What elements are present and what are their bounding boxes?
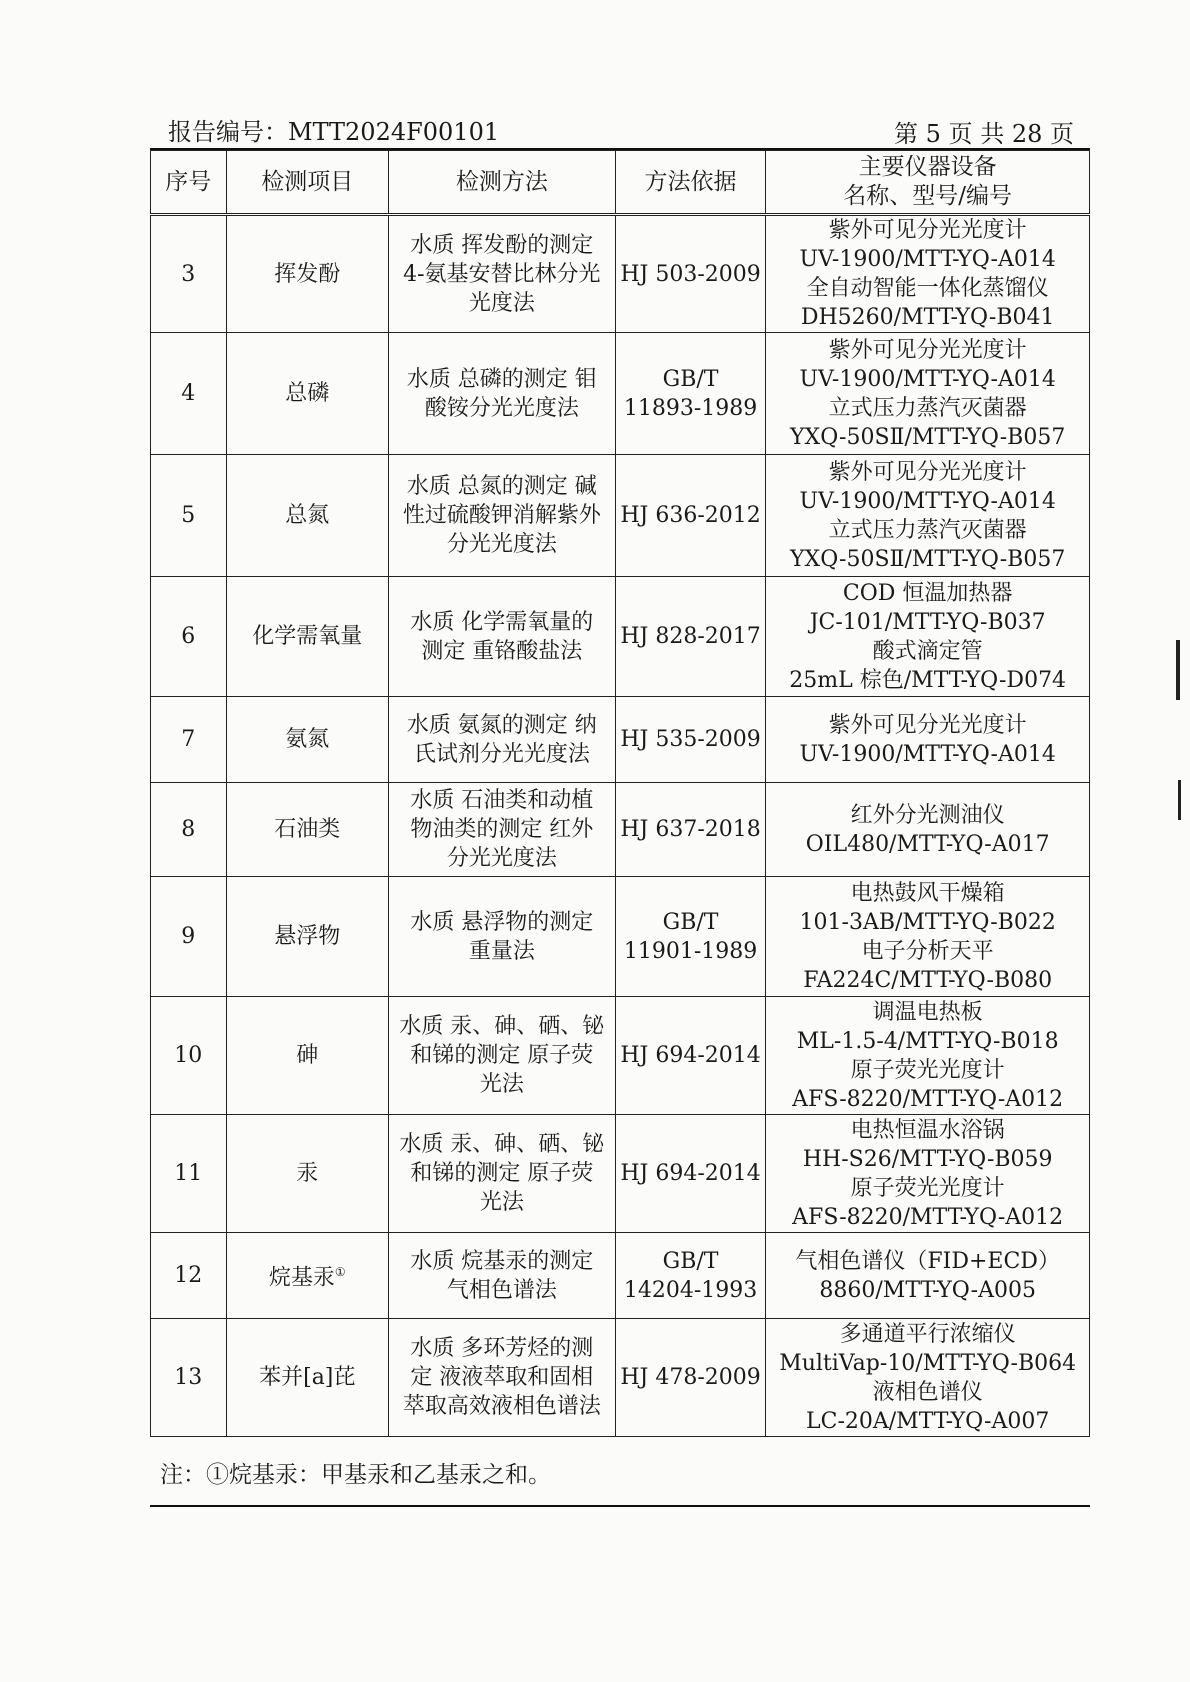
basis-line: GB/T xyxy=(662,909,719,935)
cell-basis xyxy=(615,997,766,1115)
basis-line: HJ 478-2009 xyxy=(620,1365,761,1390)
method-line: 水质 总氮的测定 碱 xyxy=(406,474,597,499)
item-footnote-mark: ① xyxy=(334,1265,346,1280)
cell-method xyxy=(388,215,615,333)
method-line: 性过硫酸钾消解紫外 xyxy=(402,503,601,528)
method-line: 物油类的测定 红外 xyxy=(410,817,594,842)
method-line: 水质 总磷的测定 钼 xyxy=(406,366,597,392)
equipment-line: 红外分光测油仪 xyxy=(850,802,1005,828)
cell-equipment xyxy=(766,215,1090,333)
basis-line: HJ 694-2014 xyxy=(620,1043,761,1068)
method-line: 定 液液萃取和固相 xyxy=(410,1365,594,1390)
method-line: 萃取高效液相色谱法 xyxy=(402,1394,601,1419)
table-row xyxy=(151,455,1090,577)
table-row xyxy=(151,783,1090,877)
basis-line: HJ 637-2018 xyxy=(620,817,761,842)
cell-item xyxy=(226,1115,388,1233)
equipment-line: 25mL 棕色/MTT-YQ-D074 xyxy=(789,667,1067,693)
table-body xyxy=(151,215,1090,1437)
equipment-line: AFS-8220/MTT-YQ-A012 xyxy=(792,1204,1064,1230)
item-label: 氨氮 xyxy=(285,727,330,752)
equipment-line: 气相色谱仪（FID+ECD） xyxy=(795,1248,1060,1274)
cell-method xyxy=(388,1233,615,1319)
bottom-rule xyxy=(150,1505,1090,1507)
method-line: 氏试剂分光光度法 xyxy=(413,741,590,767)
equipment-line: 原子荧光光度计 xyxy=(850,1175,1005,1201)
equipment-line: AFS-8220/MTT-YQ-A012 xyxy=(792,1086,1064,1112)
scan-mark xyxy=(1176,640,1180,700)
method-line: 和锑的测定 原子荧 xyxy=(410,1161,594,1186)
method-line: 气相色谱法 xyxy=(446,1277,557,1303)
item-label: 悬浮物 xyxy=(274,924,341,949)
equipment-line: UV-1900/MTT-YQ-A014 xyxy=(799,741,1056,767)
method-line: 水质 石油类和动植 xyxy=(410,788,594,813)
cell-no: 3 xyxy=(151,215,227,333)
item-label: 苯并[a]芘 xyxy=(259,1365,356,1390)
cell-method xyxy=(388,1115,615,1233)
col-header-no: 序号 xyxy=(151,151,227,215)
cell-method xyxy=(388,783,615,877)
basis-line: HJ 636-2012 xyxy=(620,503,761,528)
cell-item xyxy=(226,577,388,697)
page-header xyxy=(150,112,1074,146)
cell-no: 9 xyxy=(151,877,227,997)
table-row xyxy=(151,215,1090,333)
cell-method xyxy=(388,577,615,697)
cell-equipment xyxy=(766,697,1090,783)
method-line: 光法 xyxy=(479,1072,524,1097)
cell-basis xyxy=(615,1319,766,1437)
cell-item xyxy=(226,333,388,455)
table-row xyxy=(151,877,1090,997)
cell-method xyxy=(388,877,615,997)
equipment-line: 紫外可见分光光度计 xyxy=(828,712,1027,738)
equipment-line: JC-101/MTT-YQ-B037 xyxy=(809,609,1046,635)
cell-equipment xyxy=(766,783,1090,877)
cell-basis xyxy=(615,783,766,877)
cell-method xyxy=(388,697,615,783)
cell-no: 8 xyxy=(151,783,227,877)
table-row xyxy=(151,577,1090,697)
table-row xyxy=(151,1115,1090,1233)
basis-line: GB/T xyxy=(662,366,719,392)
cell-method xyxy=(388,997,615,1115)
item-label: 砷 xyxy=(296,1043,319,1068)
item-label: 烷基汞 xyxy=(268,1265,335,1291)
cell-basis xyxy=(615,455,766,577)
method-line: 水质 化学需氧量的 xyxy=(410,609,594,635)
method-line: 水质 挥发酚的测定 xyxy=(410,232,594,258)
scan-mark xyxy=(1178,780,1181,820)
page-number: 第 5 页 共 28 页 xyxy=(894,120,1074,148)
cell-no: 11 xyxy=(151,1115,227,1233)
equipment-line: LC-20A/MTT-YQ-A007 xyxy=(806,1408,1050,1434)
col-header-basis: 方法依据 xyxy=(615,151,766,215)
equipment-line: UV-1900/MTT-YQ-A014 xyxy=(799,247,1056,272)
table-row xyxy=(151,697,1090,783)
cell-equipment xyxy=(766,877,1090,997)
cell-item xyxy=(226,215,388,333)
method-line: 4-氨基安替比林分光 xyxy=(403,261,601,287)
method-line: 酸铵分光光度法 xyxy=(424,395,579,421)
equipment-line: DH5260/MTT-YQ-B041 xyxy=(800,305,1055,330)
table-row xyxy=(151,997,1090,1115)
method-line: 分光光度法 xyxy=(446,532,557,557)
cell-no: 12 xyxy=(151,1233,227,1319)
cell-item xyxy=(226,997,388,1115)
method-line: 水质 氨氮的测定 纳 xyxy=(406,712,597,738)
basis-line: GB/T xyxy=(662,1248,719,1274)
equipment-line: HH-S26/MTT-YQ-B059 xyxy=(802,1146,1053,1172)
col-header-item: 检测项目 xyxy=(226,151,388,215)
equipment-line: MultiVap-10/MTT-YQ-B064 xyxy=(779,1350,1077,1376)
equipment-line: COD 恒温加热器 xyxy=(842,580,1013,606)
equipment-line: 紫外可见分光光度计 xyxy=(828,459,1027,485)
method-line: 重量法 xyxy=(468,938,535,964)
equipment-line: 立式压力蒸汽灭菌器 xyxy=(828,395,1027,421)
cell-item xyxy=(226,1319,388,1437)
equipment-line: ML-1.5-4/MTT-YQ-B018 xyxy=(796,1028,1059,1054)
equipment-line: YXQ-50SⅡ/MTT-YQ-B057 xyxy=(790,546,1066,572)
method-line: 水质 汞、砷、硒、铋 xyxy=(399,1014,605,1039)
item-label: 总磷 xyxy=(285,381,330,406)
method-line: 光度法 xyxy=(468,290,535,316)
basis-line: HJ 535-2009 xyxy=(620,727,761,752)
equipment-line: 紫外可见分光光度计 xyxy=(828,337,1027,363)
equipment-line: 原子荧光光度计 xyxy=(850,1057,1005,1083)
method-line: 水质 悬浮物的测定 xyxy=(410,909,594,935)
equipment-line: FA224C/MTT-YQ-B080 xyxy=(803,967,1053,993)
cell-equipment xyxy=(766,455,1090,577)
table-header-row xyxy=(151,151,1090,215)
item-label: 化学需氧量 xyxy=(252,624,363,649)
basis-line: HJ 828-2017 xyxy=(620,624,761,649)
cell-equipment xyxy=(766,1115,1090,1233)
cell-method xyxy=(388,455,615,577)
method-line: 光法 xyxy=(479,1190,524,1215)
equipment-line: UV-1900/MTT-YQ-A014 xyxy=(799,488,1056,514)
cell-equipment xyxy=(766,577,1090,697)
cell-no: 13 xyxy=(151,1319,227,1437)
cell-no: 4 xyxy=(151,333,227,455)
cell-method xyxy=(388,1319,615,1437)
col-header-equipment-line2: 名称、型号/编号 xyxy=(843,183,1013,209)
cell-method xyxy=(388,333,615,455)
cell-equipment xyxy=(766,1319,1090,1437)
basis-line: HJ 503-2009 xyxy=(620,261,761,287)
equipment-line: UV-1900/MTT-YQ-A014 xyxy=(799,366,1056,392)
footnote: 注：①烷基汞：甲基汞和乙基汞之和。 xyxy=(160,1462,551,1488)
basis-line: 14204-1993 xyxy=(623,1277,758,1303)
cell-equipment xyxy=(766,997,1090,1115)
cell-no: 5 xyxy=(151,455,227,577)
cell-basis xyxy=(615,215,766,333)
cell-equipment xyxy=(766,1233,1090,1319)
method-line: 测定 重铬酸盐法 xyxy=(421,638,583,664)
equipment-line: YXQ-50SⅡ/MTT-YQ-B057 xyxy=(790,424,1066,450)
cell-basis xyxy=(615,1115,766,1233)
table-row xyxy=(151,333,1090,455)
cell-item xyxy=(226,1233,388,1319)
cell-no: 6 xyxy=(151,577,227,697)
report-number: 报告编号：MTT2024F00101 xyxy=(168,118,500,146)
cell-no: 7 xyxy=(151,697,227,783)
equipment-line: 多通道平行浓缩仪 xyxy=(839,1321,1016,1347)
equipment-line: 电热鼓风干燥箱 xyxy=(850,880,1005,906)
table-row xyxy=(151,1319,1090,1437)
cell-equipment xyxy=(766,333,1090,455)
cell-basis xyxy=(615,577,766,697)
cell-basis xyxy=(615,333,766,455)
basis-line: 11901-1989 xyxy=(623,938,758,964)
method-line: 水质 多环芳烃的测 xyxy=(410,1336,594,1361)
cell-item xyxy=(226,877,388,997)
col-header-method: 检测方法 xyxy=(388,151,615,215)
method-line: 分光光度法 xyxy=(446,846,557,871)
cell-item xyxy=(226,697,388,783)
equipment-line: OIL480/MTT-YQ-A017 xyxy=(805,831,1050,857)
equipment-line: 立式压力蒸汽灭菌器 xyxy=(828,517,1027,543)
equipment-line: 电热恒温水浴锅 xyxy=(850,1117,1005,1143)
table-row xyxy=(151,1233,1090,1319)
cell-no: 10 xyxy=(151,997,227,1115)
cell-basis xyxy=(615,877,766,997)
col-header-equipment xyxy=(766,151,1090,215)
cell-basis xyxy=(615,697,766,783)
cell-item xyxy=(226,783,388,877)
item-label: 汞 xyxy=(296,1161,319,1186)
equipment-line: 调温电热板 xyxy=(872,999,983,1025)
equipment-line: 8860/MTT-YQ-A005 xyxy=(819,1277,1036,1303)
equipment-line: 全自动智能一体化蒸馏仪 xyxy=(806,276,1049,301)
equipment-line: 酸式滴定管 xyxy=(872,638,983,664)
item-label: 石油类 xyxy=(274,817,341,842)
cell-item xyxy=(226,455,388,577)
col-header-equipment-line1: 主要仪器设备 xyxy=(858,154,997,180)
equipment-line: 紫外可见分光光度计 xyxy=(828,218,1027,243)
basis-line: 11893-1989 xyxy=(623,395,758,421)
method-line: 和锑的测定 原子荧 xyxy=(410,1043,594,1068)
cell-basis xyxy=(615,1233,766,1319)
method-line: 水质 烷基汞的测定 xyxy=(410,1248,594,1274)
method-line: 水质 汞、砷、硒、铋 xyxy=(399,1132,605,1157)
basis-line: HJ 694-2014 xyxy=(620,1161,761,1186)
equipment-line: 101-3AB/MTT-YQ-B022 xyxy=(799,909,1056,935)
equipment-line: 液相色谱仪 xyxy=(872,1379,983,1405)
equipment-table xyxy=(150,150,1090,1437)
item-label: 总氮 xyxy=(285,503,330,528)
equipment-line: 电子分析天平 xyxy=(861,938,994,964)
item-label: 挥发酚 xyxy=(274,261,341,287)
